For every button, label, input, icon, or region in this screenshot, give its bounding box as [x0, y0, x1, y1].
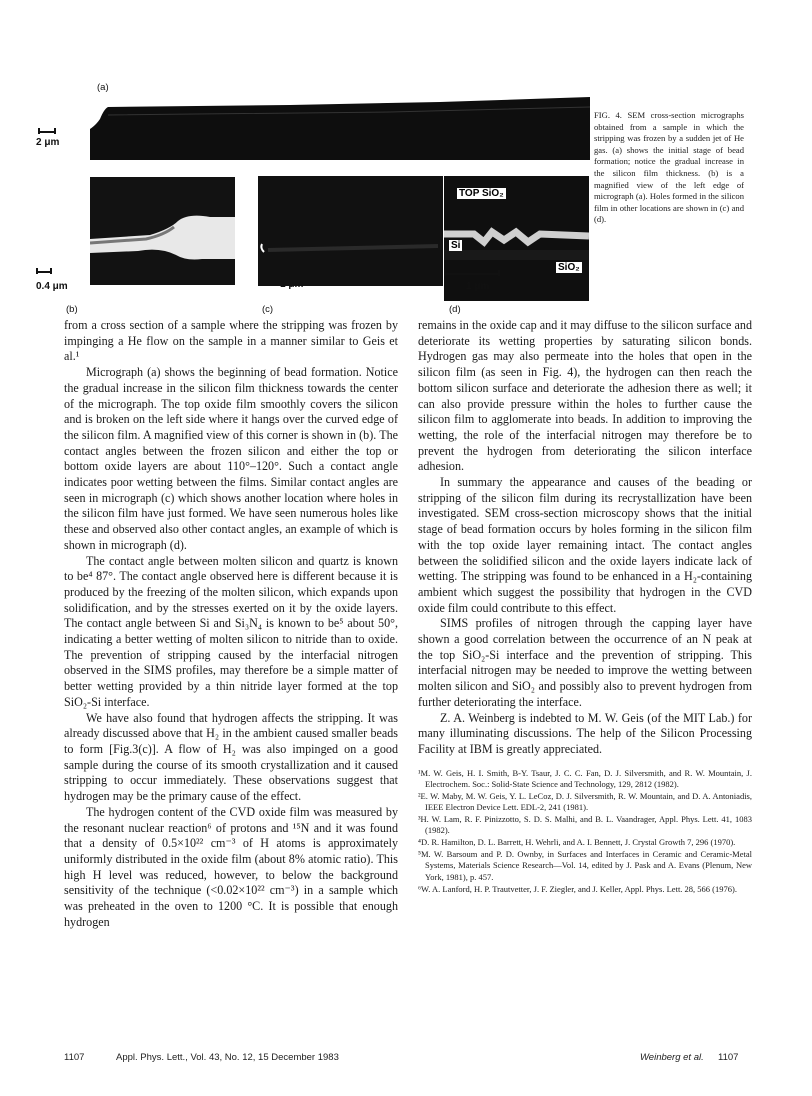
panel-d-label: (d) — [449, 304, 461, 315]
footer-page-left: 1107 — [64, 1052, 85, 1063]
paragraph: remains in the oxide cap and it may diffuse to the silicon surface and deteriorate its wetting properties by saturating silicon bonds. Hydrogen gas may also permeate into the holes that open in the silicon film (as seen in Fig. 4), the hydrogen can then reach the bottom silicon surface and deteriorate the adhesion there as well; it can also provide pressure within the holes to further cause the silicon film to agglomerate into beads. In addition to improving the wetting, the role of the interfacial nitrogen may therefore be to prevent the hydrogen from deteriorating the silicon interface adhesion. — [418, 318, 752, 474]
reference-item: ⁴D. R. Hamilton, D. L. Barrett, H. Wehrli, and A. I. Bennett, J. Crystal Growth 7, 296 (1970). — [418, 837, 736, 848]
scale-label-a: 2 μm — [36, 137, 60, 148]
label-si: Si — [451, 240, 461, 251]
paragraph: In summary the appearance and causes of the beading or stripping of the silicon film during its recrystallization have been investigated. SEM cross-section microscopy shows that the initial stage of bead formation occurs by holes forming in the silicon film with the top oxide layer remaining intact. The contact angles between the solidified silicon and the oxide layers indicate lack of wetting. The stripping was found to be enhanced in a H₂-containing ambient which suggest the possibility that hydrogen in the CVD oxide film could contribute to this effect. — [418, 475, 752, 615]
right-column — [418, 318, 752, 896]
left-column — [64, 318, 398, 930]
figure-caption: FIG. 4. SEM cross-section micrographs obtained from a sample in which the stripping was frozen by a sudden jet of He gas. (a) shows the initial stage of bead formation; notice the gradual increase in the silicon film thickness. (b) is a magnified view of the left edge of micrograph (a). Holes formed in the silicon film in other locations are shown in (c) and (d). — [594, 110, 744, 225]
micrograph-b — [90, 177, 235, 285]
scale-label-c: 1 μm — [280, 279, 304, 290]
scale-label-d: 1 μm — [466, 281, 490, 292]
micrograph-a — [90, 95, 590, 160]
paragraph: The hydrogen content of the CVD oxide film was measured by the resonant nuclear reaction⁶ of protons and ¹⁵N and it was found that a density of 0.5×10²² cm⁻³ of H atoms is approximately uniformly distributed in the oxide film (about 8% atomic ratio). This high H level was reduced, however, to below the background sensitivity of the technique (<0.02×10²² cm⁻³) in a sample which was preheated in the oven to 1200 °C. It is possible that enough hydrogen — [64, 804, 398, 929]
paragraph: Z. A. Weinberg is indebted to M. W. Geis (of the MIT Lab.) for many illuminating discussions. The help of the Silicon Processing Facility at IBM is greatly appreciated. — [418, 710, 752, 756]
panel-c-label: (c) — [262, 304, 274, 315]
reference-item: ³H. W. Lam, R. F. Pinizzotto, S. D. S. Malhi, and B. L. Vaandrager, Appl. Phys. Lett. 41, 1083 (1982). — [418, 814, 752, 836]
label-top-sio2: TOP SiO₂ — [459, 188, 504, 199]
panel-a-label: (a) — [97, 82, 109, 93]
footer-authors: Weinberg et al. — [640, 1052, 704, 1063]
footer-journal: Appl. Phys. Lett., Vol. 43, No. 12, 15 December 1983 — [116, 1052, 339, 1063]
label-sio2: SiO₂ — [558, 262, 580, 273]
reference-item: ⁶W. A. Lanford, H. P. Trautvetter, J. F. Ziegler, and J. Keller, Appl. Phys. Lett. 28, 566 (1976). — [418, 883, 737, 894]
panel-b-label: (b) — [66, 304, 78, 315]
paragraph: SIMS profiles of nitrogen through the capping layer have shown a good correlation between the occurrence of an N peak at the top SiO₂-Si interface and the prevention of stripping. This interfacial nitrogen may be needed to improve the wetting between molten silicon and SiO₂ and possibly also to prevent hydrogen from further deteriorating the interface. — [418, 616, 752, 709]
reference-item: ⁵M. W. Barsoum and P. D. Ownby, in Surfaces and Interfaces in Ceramic and Ceramic-Metal Systems, Materials Science Research—Vol. 14, edited by J. Pask and A. Evans (Plenum, New York, 1981), p. 457. — [418, 849, 752, 882]
paragraph: The contact angle between molten silicon and quartz is known to be⁴ 87°. The contact angle observed here is different because it is produced by the freezing of the molten silicon, which expands upon solidification, and by the stresses exerted on it by the oxide layers. The contact angle between Si and Si₃N₄ is known to be⁵ about 50°, indicating a better wetting of molten silicon to nitride than to oxide. The prevention of stripping caused by the interfacial nitrogen observed in the SIMS profiles, may therefore be a simple matter of better wetting provided by a thin nitride layer formed at the top SiO₂-Si interface. — [64, 553, 398, 709]
paragraph: Micrograph (a) shows the beginning of bead formation. Notice the gradual increase in the silicon film thickness towards the center of the micrograph. The top oxide film smoothly covers the silicon and is broken on the left side where it hangs over the curved edge of the silicon film. A magnified view of this corner is shown in (b). The contact angles between the frozen silicon and either the top or bottom oxide layers are about 110°–120°. Such a contact angle indicates poor wetting between the films. Similar contact angles are seen in micrograph (c) which shows another location where holes in the silicon film have just formed. We have seen numerous holes like these and observed also other contact angles, an example of which is shown in micrograph (d). — [64, 365, 398, 552]
reference-item: ²E. W. Maby, M. W. Geis, Y. L. LeCoz, D. J. Silversmith, R. W. Mountain, and D. A. Antoniadis, IEEE Electron Device Lett. EDL-2, 241 (1981). — [418, 790, 752, 812]
footer-page-right: 1107 — [718, 1052, 739, 1063]
paragraph: from a cross section of a sample where the stripping was frozen by impinging a He flow on the sample in a manner similar to Geis et al.¹ — [64, 318, 398, 364]
references — [418, 768, 752, 895]
reference-item: ¹M. W. Geis, H. I. Smith, B-Y. Tsaur, J. C. C. Fan, D. J. Silversmith, and R. W. Mountain, J. Electrochem. Soc.: Solid-State Science and Technology, 129, 2812 (1982). — [418, 767, 752, 789]
scale-label-b: 0.4 μm — [36, 281, 68, 292]
paragraph: We have also found that hydrogen affects the stripping. It was already discussed above that H₂ in the ambient caused smaller beads to form [Fig.3(c)]. A flow of H₂ was also impinged on a good sample during the course of its smooth crystallization and it caused stripping to occur immediately. These observations suggest that hydrogen may be the primary cause of the effect. — [64, 710, 398, 804]
